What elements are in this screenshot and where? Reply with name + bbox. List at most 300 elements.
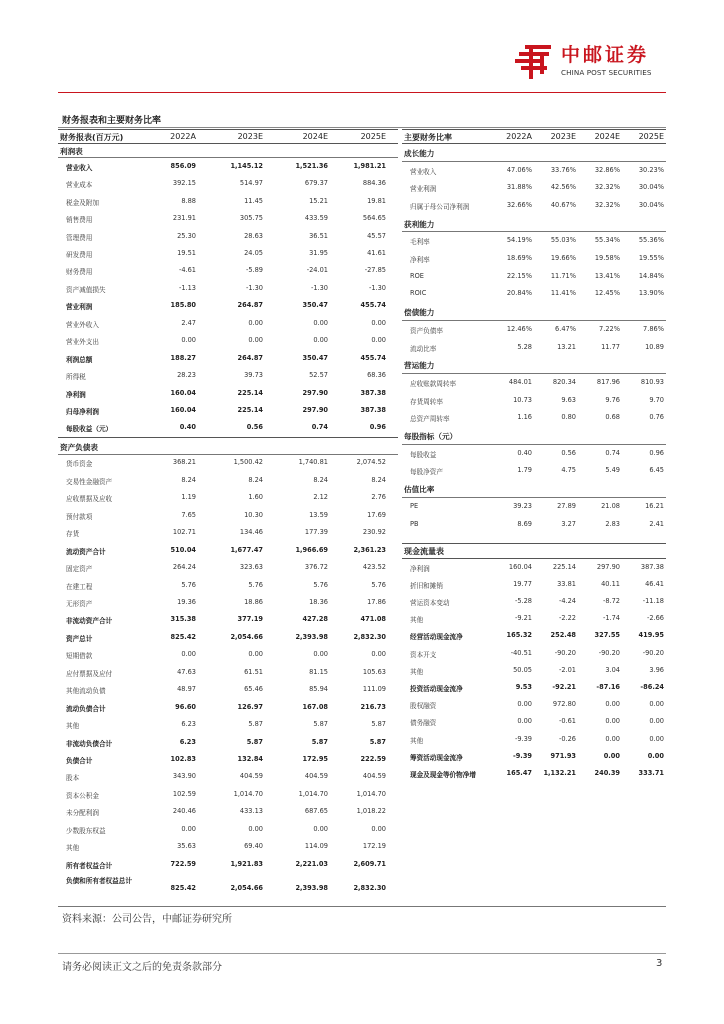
table-row bbox=[402, 748, 666, 765]
section-row bbox=[402, 427, 666, 445]
row-label: 税金及附加 bbox=[66, 198, 99, 207]
row-value: 825.42 bbox=[170, 632, 196, 641]
row-value: 231.91 bbox=[172, 214, 196, 223]
row-value: 971.93 bbox=[550, 751, 576, 760]
table-row bbox=[402, 559, 666, 576]
row-value: -1.13 bbox=[178, 283, 196, 292]
row-value: 5.87 bbox=[371, 720, 386, 729]
table-row bbox=[58, 298, 398, 315]
row-value: 1,500.42 bbox=[233, 458, 263, 467]
table-header-row bbox=[402, 543, 666, 559]
row-value: 2,393.98 bbox=[295, 632, 328, 641]
row-value: 0.00 bbox=[371, 824, 386, 833]
row-value: 42.56% bbox=[550, 183, 576, 192]
row-value: 0.00 bbox=[313, 650, 328, 659]
row-value: 0.00 bbox=[248, 650, 263, 659]
row-label: 经营活动现金流净 bbox=[410, 633, 463, 642]
row-value: 11.45 bbox=[244, 196, 263, 205]
row-value: 69.40 bbox=[244, 842, 263, 851]
header-year: 2023E bbox=[237, 131, 263, 141]
row-value: 7.86% bbox=[643, 324, 664, 333]
row-value: 160.04 bbox=[508, 562, 532, 571]
row-value: 0.00 bbox=[181, 650, 196, 659]
row-value: 423.52 bbox=[362, 563, 386, 572]
row-value: 8.24 bbox=[313, 475, 328, 484]
row-value: 350.47 bbox=[302, 301, 328, 310]
table-row bbox=[402, 197, 666, 215]
row-label: 所有者权益合计 bbox=[66, 861, 113, 870]
row-value: 12.46% bbox=[506, 324, 532, 333]
row-value: 0.00 bbox=[181, 824, 196, 833]
row-value: 2,393.98 bbox=[295, 883, 328, 892]
row-value: 1,966.69 bbox=[295, 545, 328, 554]
row-value: 972.80 bbox=[552, 700, 576, 709]
table-row bbox=[58, 245, 398, 262]
row-value: 419.95 bbox=[638, 631, 664, 640]
row-value: 2,074.52 bbox=[356, 458, 386, 467]
row-value: 297.90 bbox=[596, 562, 620, 571]
row-label: 存货 bbox=[66, 530, 80, 539]
row-value: 188.27 bbox=[170, 353, 196, 362]
table-row bbox=[402, 645, 666, 662]
row-value: 5.76 bbox=[313, 580, 328, 589]
table-row bbox=[402, 321, 666, 339]
table-row bbox=[58, 577, 398, 594]
row-value: 323.63 bbox=[239, 563, 263, 572]
table-row bbox=[58, 367, 398, 384]
row-value: 31.88% bbox=[506, 183, 532, 192]
row-value: 1,921.83 bbox=[230, 859, 263, 868]
table-row bbox=[58, 559, 398, 576]
row-value: 820.34 bbox=[552, 377, 576, 386]
row-value: 225.14 bbox=[237, 406, 263, 415]
row-value: 7.22% bbox=[599, 324, 620, 333]
row-value: 8.24 bbox=[371, 475, 386, 484]
row-value: 0.96 bbox=[649, 448, 664, 457]
row-label: ROE bbox=[410, 271, 424, 280]
header-year: 2024E bbox=[594, 131, 620, 141]
row-value: 172.19 bbox=[362, 842, 386, 851]
row-value: 2,832.30 bbox=[353, 632, 386, 641]
row-value: 3.04 bbox=[605, 665, 620, 674]
row-value: -27.85 bbox=[364, 266, 386, 275]
row-value: 1.60 bbox=[248, 493, 263, 502]
row-label: 短期借款 bbox=[66, 652, 93, 661]
table-row bbox=[58, 856, 398, 873]
financial-statements-table bbox=[58, 129, 398, 899]
table-row bbox=[402, 498, 666, 516]
row-value: 1,521.36 bbox=[295, 161, 328, 170]
row-value: 102.71 bbox=[172, 528, 196, 537]
table-row bbox=[58, 420, 398, 437]
row-value: 264.24 bbox=[172, 563, 196, 572]
row-value: 36.51 bbox=[309, 231, 328, 240]
row-label: 利润表 bbox=[60, 147, 83, 156]
row-value: 427.28 bbox=[302, 615, 328, 624]
table-row bbox=[402, 628, 666, 645]
row-value: 0.00 bbox=[313, 318, 328, 327]
row-label: 营业收入 bbox=[66, 163, 93, 172]
table-row bbox=[58, 263, 398, 280]
row-label: PE bbox=[410, 501, 419, 510]
row-value: 343.90 bbox=[172, 772, 196, 781]
row-value: 2.83 bbox=[605, 519, 620, 528]
row-value: -90.20 bbox=[598, 648, 620, 657]
row-value: 134.46 bbox=[239, 528, 263, 537]
row-value: 333.71 bbox=[638, 768, 664, 777]
row-value: -0.26 bbox=[558, 734, 576, 743]
row-value: -9.39 bbox=[514, 734, 532, 743]
row-value: 0.00 bbox=[603, 751, 620, 760]
row-value: 160.04 bbox=[170, 388, 196, 397]
row-value: 5.28 bbox=[517, 342, 532, 351]
row-label: 每股指标（元） bbox=[404, 432, 458, 442]
row-value: 471.08 bbox=[360, 615, 386, 624]
table-row bbox=[402, 339, 666, 357]
row-value: 32.32% bbox=[594, 200, 620, 209]
row-value: 68.36 bbox=[367, 371, 386, 380]
row-value: 679.37 bbox=[304, 179, 328, 188]
row-label: 交易性金融资产 bbox=[66, 477, 113, 486]
row-label: 成长能力 bbox=[404, 148, 435, 158]
row-label: 股本 bbox=[66, 774, 80, 783]
row-value: 172.95 bbox=[302, 755, 328, 764]
row-value: 13.59 bbox=[309, 510, 328, 519]
row-value: 455.74 bbox=[360, 301, 386, 310]
table-row bbox=[402, 162, 666, 180]
row-label: 净利润 bbox=[410, 564, 430, 573]
section-row bbox=[402, 356, 666, 374]
row-value: 0.00 bbox=[371, 336, 386, 345]
table-row bbox=[58, 612, 398, 629]
row-label: 预付款项 bbox=[66, 512, 93, 521]
row-value: 230.92 bbox=[362, 528, 386, 537]
row-value: 7.65 bbox=[181, 510, 196, 519]
row-value: 132.84 bbox=[237, 755, 263, 764]
row-value: 185.80 bbox=[170, 301, 196, 310]
row-value: 11.77 bbox=[601, 342, 620, 351]
row-value: 13.41% bbox=[594, 271, 620, 280]
row-value: 2,609.71 bbox=[353, 859, 386, 868]
table-row bbox=[58, 664, 398, 681]
row-value: 2.47 bbox=[181, 318, 196, 327]
row-label: 资产负债率 bbox=[410, 326, 443, 335]
row-value: 0.00 bbox=[371, 650, 386, 659]
table-row bbox=[402, 697, 666, 714]
row-label: 固定资产 bbox=[66, 565, 93, 574]
row-value: -1.74 bbox=[602, 614, 620, 623]
table-row bbox=[58, 507, 398, 524]
row-value: 2,361.23 bbox=[353, 545, 386, 554]
row-value: 1,981.21 bbox=[353, 161, 386, 170]
row-value: 22.15% bbox=[506, 271, 532, 280]
row-value: 20.84% bbox=[506, 289, 532, 298]
row-value: 297.90 bbox=[302, 406, 328, 415]
row-value: 0.56 bbox=[561, 448, 576, 457]
footer-divider bbox=[58, 953, 666, 954]
disclaimer-text: 请务必阅读正文之后的免责条款部分 bbox=[62, 962, 222, 973]
row-label: 营业利润 bbox=[66, 303, 93, 312]
row-value: 240.46 bbox=[172, 807, 196, 816]
row-value: 6.47% bbox=[555, 324, 576, 333]
row-value: 40.11 bbox=[601, 579, 620, 588]
row-value: 114.09 bbox=[304, 842, 328, 851]
row-value: 315.38 bbox=[170, 615, 196, 624]
table-row bbox=[58, 594, 398, 611]
row-label: 归属于母公司净利润 bbox=[410, 202, 470, 211]
row-label: 折旧和摊销 bbox=[410, 581, 443, 590]
row-value: 1,014.70 bbox=[233, 789, 263, 798]
row-value: 9.53 bbox=[515, 682, 532, 691]
row-value: -24.01 bbox=[306, 266, 328, 275]
row-value: 433.13 bbox=[239, 807, 263, 816]
row-label: 管理费用 bbox=[66, 233, 93, 242]
header-year: 2025E bbox=[360, 131, 386, 141]
row-value: 3.27 bbox=[561, 519, 576, 528]
row-value: -4.24 bbox=[558, 596, 576, 605]
row-value: -1.30 bbox=[245, 283, 263, 292]
row-label: 流动负债合计 bbox=[66, 704, 106, 713]
table-row bbox=[402, 662, 666, 679]
table-row bbox=[402, 714, 666, 731]
table-header-row bbox=[58, 129, 398, 144]
row-value: 2.12 bbox=[313, 493, 328, 502]
row-value: 45.57 bbox=[367, 231, 386, 240]
table-row bbox=[58, 699, 398, 716]
row-value: 1,677.47 bbox=[230, 545, 263, 554]
row-label: 资产减值损失 bbox=[66, 285, 106, 294]
row-value: 377.19 bbox=[237, 615, 263, 624]
row-label: 流动比率 bbox=[410, 344, 437, 353]
table-row bbox=[402, 679, 666, 696]
row-value: 35.63 bbox=[177, 842, 196, 851]
row-label: 营运能力 bbox=[404, 361, 435, 371]
table-row bbox=[58, 629, 398, 646]
row-value: 350.47 bbox=[302, 353, 328, 362]
row-label: 流动资产合计 bbox=[66, 547, 106, 556]
row-value: -90.20 bbox=[554, 648, 576, 657]
row-value: 216.73 bbox=[360, 702, 386, 711]
row-value: 2,832.30 bbox=[353, 883, 386, 892]
row-label: 股权融资 bbox=[410, 702, 437, 711]
row-value: 433.59 bbox=[304, 214, 328, 223]
row-value: 1.19 bbox=[181, 493, 196, 502]
table-row bbox=[402, 445, 666, 463]
row-value: 8.24 bbox=[181, 475, 196, 484]
header-year: 2023E bbox=[550, 131, 576, 141]
row-value: -87.16 bbox=[596, 682, 620, 691]
table-row bbox=[58, 542, 398, 559]
row-value: 39.73 bbox=[244, 371, 263, 380]
row-value: 6.45 bbox=[649, 466, 664, 475]
row-label: 获利能力 bbox=[404, 219, 435, 229]
row-value: 19.55% bbox=[638, 254, 664, 263]
row-label: 所得税 bbox=[66, 373, 86, 382]
row-value: 817.96 bbox=[596, 377, 620, 386]
row-label: 存货周转率 bbox=[410, 397, 443, 406]
row-value: 5.49 bbox=[605, 466, 620, 475]
row-value: -9.39 bbox=[512, 751, 532, 760]
table-row bbox=[58, 716, 398, 733]
row-value: 722.59 bbox=[170, 859, 196, 868]
row-label: 货币资金 bbox=[66, 460, 93, 469]
table-row bbox=[402, 392, 666, 410]
table-row bbox=[58, 385, 398, 402]
financial-ratios-table bbox=[402, 129, 666, 529]
row-value: 9.70 bbox=[649, 395, 664, 404]
row-label: 财务费用 bbox=[66, 268, 93, 277]
row-label: 每股收益（元） bbox=[66, 425, 113, 434]
row-value: 19.51 bbox=[177, 248, 196, 257]
table-row bbox=[58, 769, 398, 786]
row-value: 55.03% bbox=[550, 236, 576, 245]
row-label: 应收票据及应收 bbox=[66, 495, 113, 504]
row-value: 13.90% bbox=[638, 289, 664, 298]
row-value: 1,132.21 bbox=[543, 768, 576, 777]
row-value: 8.24 bbox=[248, 475, 263, 484]
row-label: 销售费用 bbox=[66, 216, 93, 225]
row-value: 15.21 bbox=[309, 196, 328, 205]
row-value: -9.21 bbox=[514, 614, 532, 623]
row-label: 营业利润 bbox=[410, 185, 437, 194]
table-row bbox=[58, 350, 398, 367]
row-value: 0.96 bbox=[369, 423, 386, 432]
table-row bbox=[402, 374, 666, 392]
row-value: 6.23 bbox=[179, 737, 196, 746]
row-value: 4.75 bbox=[561, 466, 576, 475]
table-row bbox=[402, 516, 666, 534]
row-value: 5.87 bbox=[369, 737, 386, 746]
row-value: 5.87 bbox=[313, 720, 328, 729]
row-value: 48.97 bbox=[177, 685, 196, 694]
header-year: 2022A bbox=[170, 131, 196, 141]
table-row bbox=[402, 250, 666, 268]
row-value: 5.76 bbox=[248, 580, 263, 589]
row-value: 264.87 bbox=[237, 353, 263, 362]
header-label: 主要财务比率 bbox=[404, 132, 452, 142]
row-value: 8.69 bbox=[517, 519, 532, 528]
row-value: 24.05 bbox=[244, 248, 263, 257]
row-value: 0.00 bbox=[649, 700, 664, 709]
section-row bbox=[402, 480, 666, 498]
row-label: 总资产周转率 bbox=[410, 415, 450, 424]
row-label: 营业成本 bbox=[66, 181, 93, 190]
row-value: 52.57 bbox=[309, 371, 328, 380]
row-label: 少数股东权益 bbox=[66, 826, 106, 835]
row-value: 17.69 bbox=[367, 510, 386, 519]
row-value: 222.59 bbox=[360, 755, 386, 764]
row-label: 资本公积金 bbox=[66, 791, 99, 800]
row-value: -8.72 bbox=[602, 596, 620, 605]
row-value: 10.30 bbox=[244, 510, 263, 519]
row-value: 0.00 bbox=[517, 717, 532, 726]
row-value: 14.84% bbox=[638, 271, 664, 280]
row-value: 167.08 bbox=[302, 702, 328, 711]
row-value: 0.00 bbox=[649, 734, 664, 743]
table-row bbox=[58, 751, 398, 768]
row-value: 225.14 bbox=[552, 562, 576, 571]
row-value: 32.86% bbox=[594, 165, 620, 174]
row-value: 47.63 bbox=[177, 667, 196, 676]
row-value: 0.00 bbox=[371, 318, 386, 327]
row-value: 387.38 bbox=[360, 406, 386, 415]
row-value: 55.34% bbox=[594, 236, 620, 245]
row-value: 47.06% bbox=[506, 165, 532, 174]
table-row bbox=[402, 765, 666, 782]
row-value: 81.15 bbox=[309, 667, 328, 676]
row-value: 33.81 bbox=[557, 579, 576, 588]
row-value: 564.65 bbox=[362, 214, 386, 223]
row-value: 404.59 bbox=[304, 772, 328, 781]
header-divider bbox=[58, 92, 666, 93]
row-value: 30.04% bbox=[638, 200, 664, 209]
row-label: 非流动负债合计 bbox=[66, 739, 113, 748]
row-value: 177.39 bbox=[304, 528, 328, 537]
row-label: 营运资本变动 bbox=[410, 598, 450, 607]
section-row bbox=[402, 144, 666, 162]
table-row bbox=[402, 410, 666, 428]
row-value: 376.72 bbox=[304, 563, 328, 572]
row-value: 514.97 bbox=[239, 179, 263, 188]
table-row bbox=[402, 731, 666, 748]
row-value: 1,740.81 bbox=[298, 458, 328, 467]
row-label: PB bbox=[410, 519, 419, 528]
brand-name-en: CHINA POST SECURITIES bbox=[561, 68, 652, 77]
row-value: 1,014.70 bbox=[356, 789, 386, 798]
row-label: 资产负债表 bbox=[60, 442, 98, 452]
row-value: -1.30 bbox=[368, 283, 386, 292]
row-value: -2.22 bbox=[558, 614, 576, 623]
table-row bbox=[58, 490, 398, 507]
row-label: 资产总计 bbox=[66, 634, 93, 643]
row-label: 非流动资产合计 bbox=[66, 617, 113, 626]
row-value: 0.40 bbox=[179, 423, 196, 432]
row-value: 5.87 bbox=[248, 720, 263, 729]
table-row bbox=[402, 233, 666, 251]
row-value: 252.48 bbox=[550, 631, 576, 640]
table-header-row bbox=[402, 129, 666, 144]
row-label: 应收账款周转率 bbox=[410, 379, 457, 388]
row-value: 96.60 bbox=[175, 702, 196, 711]
row-value: 126.97 bbox=[237, 702, 263, 711]
table-row bbox=[58, 472, 398, 489]
row-value: -5.28 bbox=[514, 596, 532, 605]
row-value: 0.00 bbox=[313, 336, 328, 345]
row-value: 18.36 bbox=[309, 597, 328, 606]
row-value: 18.86 bbox=[244, 597, 263, 606]
row-value: 0.00 bbox=[647, 751, 664, 760]
table-row bbox=[58, 402, 398, 419]
row-value: 102.59 bbox=[172, 789, 196, 798]
cashflow-table bbox=[402, 543, 666, 779]
row-value: -11.18 bbox=[642, 596, 664, 605]
row-value: 0.68 bbox=[605, 413, 620, 422]
row-value: 2,221.03 bbox=[295, 859, 328, 868]
table-row bbox=[402, 463, 666, 481]
header-year: 2024E bbox=[302, 131, 328, 141]
row-value: 1,145.12 bbox=[230, 161, 263, 170]
row-value: -92.21 bbox=[552, 682, 576, 691]
row-value: 305.75 bbox=[239, 214, 263, 223]
row-label: 负债和所有者权益总计 bbox=[66, 877, 132, 886]
row-value: 1,014.70 bbox=[298, 789, 328, 798]
row-value: 39.23 bbox=[513, 501, 532, 510]
row-value: -4.61 bbox=[178, 266, 196, 275]
header-year: 2025E bbox=[638, 131, 664, 141]
row-value: 2.41 bbox=[649, 519, 664, 528]
row-value: 2.76 bbox=[371, 493, 386, 502]
row-value: 0.76 bbox=[649, 413, 664, 422]
